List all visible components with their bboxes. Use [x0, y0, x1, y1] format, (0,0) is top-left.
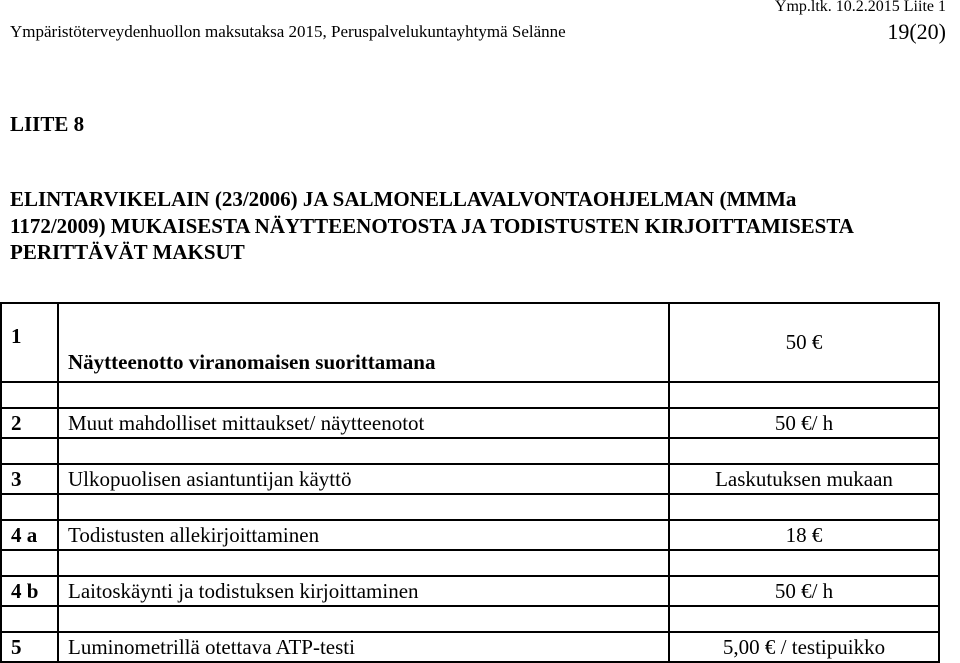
- fee-description: Luminometrillä otettava ATP-testi: [58, 632, 669, 662]
- fee-row: [1, 632, 939, 662]
- fee-row: [1, 303, 939, 382]
- fee-number: 4 b: [1, 576, 58, 606]
- page-number: 19(20): [887, 19, 946, 44]
- fee-number: 3: [1, 464, 58, 494]
- fee-row: [1, 576, 939, 606]
- meeting-stamp: Ymp.ltk. 10.2.2015 Liite 1: [774, 0, 946, 15]
- spacer-row: [1, 382, 939, 408]
- document-title: [10, 186, 950, 266]
- fee-description: Laitoskäynti ja todistuksen kirjoittaminen: [58, 576, 669, 606]
- fee-price: Laskutuksen mukaan: [669, 464, 939, 494]
- fee-row: [1, 520, 939, 550]
- fee-description: Muut mahdolliset mittaukset/ näytteenotot: [58, 408, 669, 438]
- spacer-row: [1, 438, 939, 464]
- annex-title: LIITE 8: [10, 112, 85, 136]
- fee-price: 50 €/ h: [669, 576, 939, 606]
- title-line: PERITTÄVÄT MAKSUT: [10, 240, 245, 264]
- fee-price: 50 €/ h: [669, 408, 939, 438]
- document-header: Ympäristöterveydenhuollon maksutaksa 2015, Peruspalvelukuntayhtymä Selänne: [10, 22, 566, 41]
- fee-number: 5: [1, 632, 58, 662]
- title-line: ELINTARVIKELAIN (23/2006) JA SALMONELLAVALVONTAOHJELMAN (MMMa: [10, 187, 797, 211]
- title-line: 1172/2009) MUKAISESTA NÄYTTEENOTOSTA JA TODISTUSTEN KIRJOITTAMISESTA: [10, 213, 854, 238]
- fee-number: 2: [1, 408, 58, 438]
- fee-row: [1, 464, 939, 494]
- fee-price: 18 €: [669, 520, 939, 550]
- fee-price: 5,00 € / testipuikko: [669, 632, 939, 662]
- spacer-row: [1, 494, 939, 520]
- fee-price: 50 €: [669, 303, 939, 382]
- spacer-row: [1, 606, 939, 632]
- fee-description: Näytteenotto viranomaisen suorittamana: [58, 303, 669, 382]
- fee-row: [1, 408, 939, 438]
- fee-description: Todistusten allekirjoittaminen: [58, 520, 669, 550]
- fee-number: 4 a: [1, 520, 58, 550]
- fee-table: [0, 302, 940, 663]
- fee-number: 1: [1, 303, 58, 382]
- spacer-row: [1, 550, 939, 576]
- fee-description: Ulkopuolisen asiantuntijan käyttö: [58, 464, 669, 494]
